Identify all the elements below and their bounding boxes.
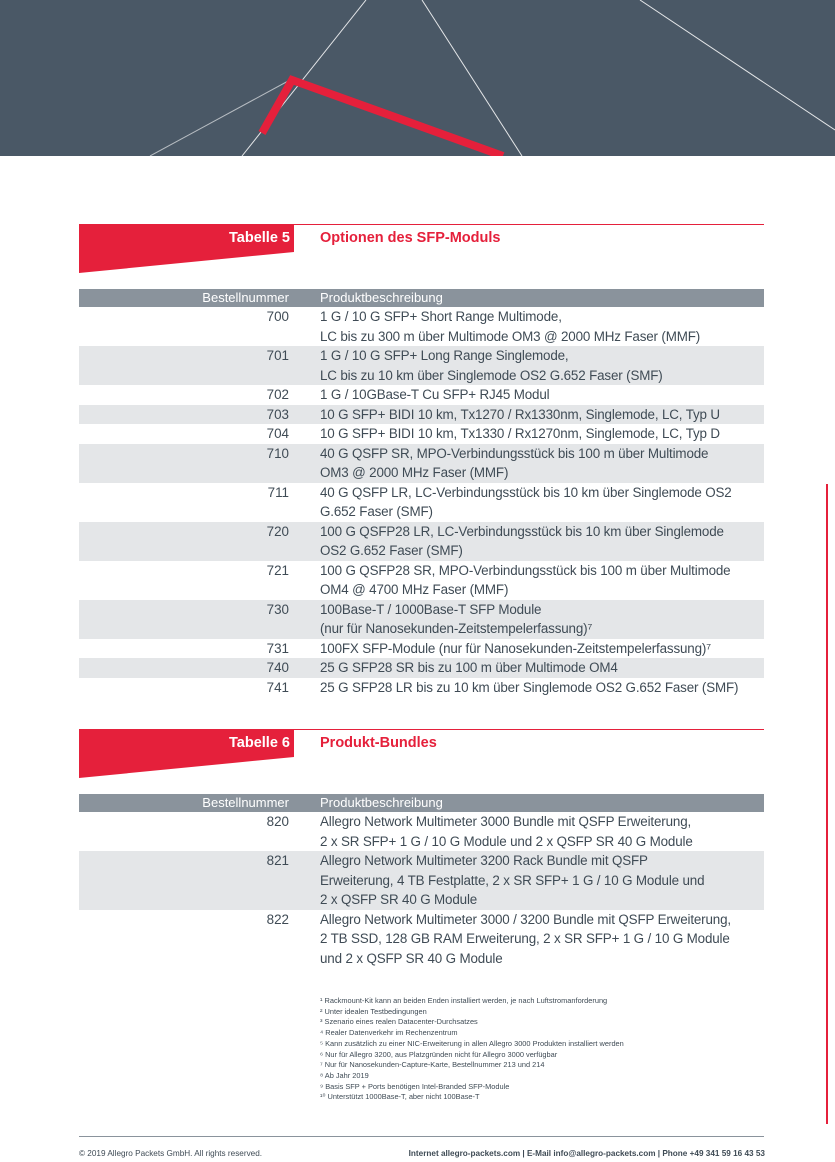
table-row (79, 812, 764, 851)
table5-title: Optionen des SFP-Moduls (320, 230, 501, 246)
table-row (79, 658, 764, 678)
table-row (79, 639, 764, 659)
table6-col-description: Produktbeschreibung (320, 794, 764, 812)
header-banner (0, 0, 835, 156)
table6-header-row (79, 794, 764, 812)
footer-contact: Internet allegro-packets.com | E-Mail info@allegro-packets.com | Phone +49 341 59 16 43 53 (408, 1149, 765, 1158)
table5-label: Tabelle 5 (229, 230, 290, 246)
table-row (79, 522, 764, 561)
product-description: 25 G SFP28 LR bis zu 10 km über Singlemode OS2 G.652 Faser (SMF) (320, 679, 739, 695)
table-row (79, 600, 764, 639)
product-description: Allegro Network Multimeter 3000 Bundle mit QSFP Erweiterung, 2 x SR SFP+ 1 G / 10 G Module und 2 x QSFP SR 40 G Module (320, 814, 693, 849)
table5-col-description: Produktbeschreibung (320, 289, 764, 307)
order-number: 822 (266, 911, 289, 927)
order-number: 730 (79, 600, 320, 639)
order-number: 703 (79, 405, 320, 425)
order-number: 701 (79, 346, 320, 385)
footnote: ⁸ Ab Jahr 2019 (320, 1070, 369, 1080)
footnote: ⁷ Nur für Nanosekunden-Capture-Karte, Bestellnummer 213 und 214 (320, 1060, 545, 1070)
order-number: 704 (266, 426, 289, 441)
table-row (79, 483, 764, 522)
footnote: ¹⁰ Unterstützt 1000Base-T, aber nicht 100Base-T (320, 1092, 480, 1102)
order-number: 711 (267, 484, 289, 500)
table5-col-number: Bestellnummer (79, 289, 320, 307)
table-row (79, 678, 764, 698)
footnote: ⁴ Realer Datenverkehr im Rechenzentrum (320, 1028, 458, 1038)
product-description: 100 G QSFP28 SR, MPO-Verbindungsstück bis 100 m über Multimode OM4 @ 4700 MHz Faser (MMF) (320, 562, 731, 597)
table5-heading (79, 224, 764, 276)
order-number: 720 (79, 522, 320, 561)
table-row (79, 346, 764, 385)
footnote: ⁵ Kann zusätzlich zu einer NIC-Erweiterung in allen Allegro 3000 Produkten installiert werden (320, 1038, 624, 1048)
table6-title: Produkt-Bundles (320, 735, 437, 751)
footnotes (320, 996, 740, 1103)
product-description: 10 G SFP+ BIDI 10 km, Tx1330 / Rx1270nm, Singlemode, LC, Typ D (320, 426, 720, 441)
table-row (79, 910, 764, 969)
footnote: ⁹ Basis SFP + Ports benötigen Intel-Branded SFP-Module (320, 1081, 510, 1091)
footnote: ³ Szenario eines realen Datacenter-Durchsatzes (320, 1017, 478, 1027)
order-number: 702 (266, 387, 289, 402)
order-number: 700 (266, 309, 289, 324)
table-row (79, 307, 764, 346)
product-description: 40 G QSFP SR, MPO-Verbindungsstück bis 100 m über Multimode OM3 @ 2000 MHz Faser (MMF) (320, 444, 764, 483)
table-row (79, 424, 764, 444)
product-description: 1 G / 10 G SFP+ Short Range Multimode, LC bis zu 300 m über Multimode OM3 @ 2000 MHz Faser (MMF) (320, 309, 701, 344)
table5-header-row (79, 289, 764, 307)
table5 (79, 289, 764, 697)
table6-heading (79, 729, 764, 781)
order-number: 821 (79, 851, 320, 910)
table-row (79, 385, 764, 405)
order-number: 740 (79, 658, 320, 678)
order-number: 741 (266, 679, 289, 695)
table6-col-number: Bestellnummer (79, 794, 320, 812)
order-number: 721 (266, 562, 289, 578)
table-row (79, 561, 764, 600)
table-row (79, 444, 764, 483)
product-description: 25 G SFP28 SR bis zu 100 m über Multimode OM4 (320, 658, 764, 678)
product-description: 1 G / 10 G SFP+ Long Range Singlemode, LC bis zu 10 km über Singlemode OS2 G.652 Faser (SMF) (320, 346, 764, 385)
product-description: 100Base-T / 1000Base-T SFP Module (nur für Nanosekunden-Zeitstempelerfassung)⁷ (320, 600, 764, 639)
product-description: 100 G QSFP28 LR, LC-Verbindungsstück bis 10 km über Singlemode OS2 G.652 Faser (SMF) (320, 522, 764, 561)
order-number: 820 (266, 814, 289, 829)
product-description: 40 G QSFP LR, LC-Verbindungsstück bis 10 km über Singlemode OS2 G.652 Faser (SMF) (320, 484, 732, 519)
table6-label: Tabelle 6 (229, 735, 290, 751)
product-description: 1 G / 10GBase-T Cu SFP+ RJ45 Modul (320, 387, 550, 402)
footer-rule (79, 1136, 764, 1137)
table-row (79, 405, 764, 425)
side-accent-line (826, 484, 828, 1124)
product-description: 100FX SFP-Module (nur für Nanosekunden-Zeitstempelerfassung)⁷ (320, 640, 711, 656)
footnote: ² Unter idealen Testbedingungen (320, 1006, 427, 1016)
order-number: 731 (266, 640, 289, 656)
footnote: ⁶ Nur für Allegro 3200, aus Platzgründen nicht für Allegro 3000 verfügbar (320, 1049, 558, 1059)
table6 (79, 794, 764, 968)
footer-copyright: © 2019 Allegro Packets GmbH. All rights reserved. (79, 1149, 263, 1158)
table-row (79, 851, 764, 910)
footnote: ¹ Rackmount-Kit kann an beiden Enden installiert werden, je nach Luftstromanforderung (320, 996, 608, 1005)
product-description: 10 G SFP+ BIDI 10 km, Tx1270 / Rx1330nm, Singlemode, LC, Typ U (320, 405, 764, 425)
product-description: Allegro Network Multimeter 3200 Rack Bundle mit QSFP Erweiterung, 4 TB Festplatte, 2 x SR SFP+ 1 G / 10 G Module und 2 x QSFP SR 40 G Module (320, 851, 764, 910)
order-number: 710 (79, 444, 320, 483)
header-graphic (0, 0, 835, 156)
product-description: Allegro Network Multimeter 3000 / 3200 Bundle mit QSFP Erweiterung, 2 TB SSD, 128 GB RAM Erweiterung, 2 x SR SFP+ 1 G / 10 G Module und 2 x QSFP SR 40 G Module (320, 911, 731, 966)
